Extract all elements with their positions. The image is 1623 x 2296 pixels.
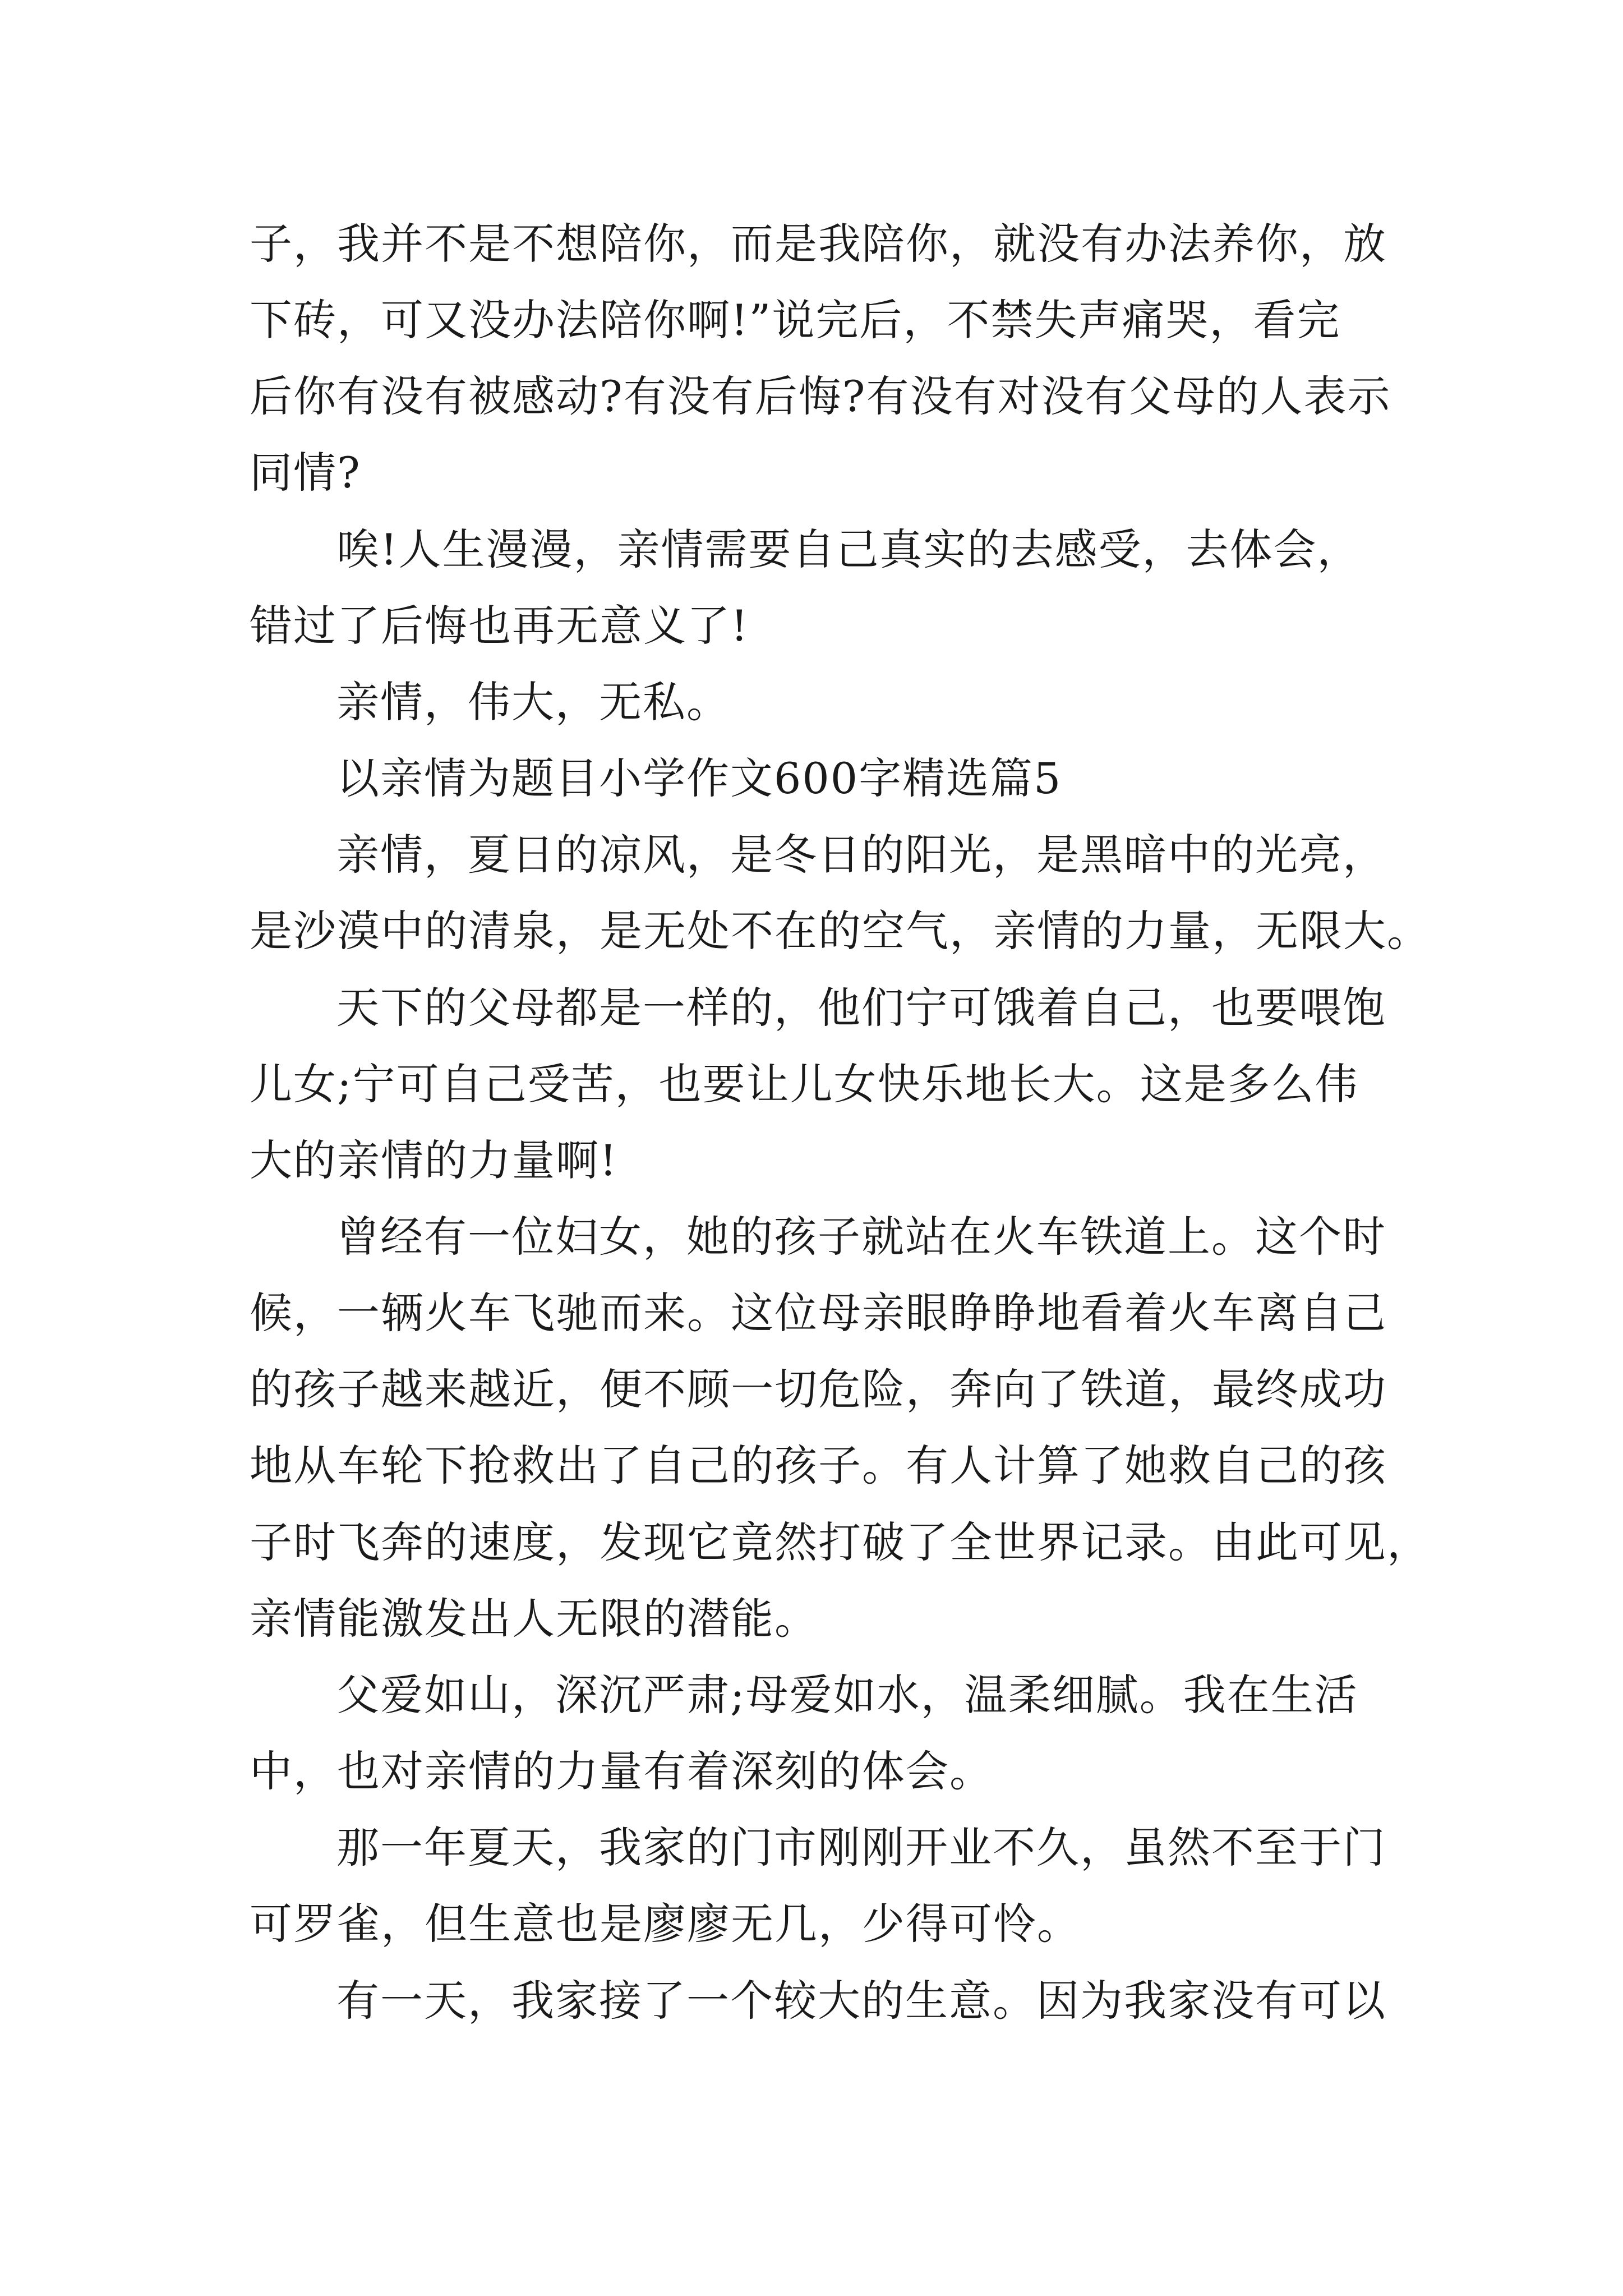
text-line: 大的亲情的力量啊! [250, 1135, 618, 1185]
text-line: 天下的父母都是一样的，他们宁可饿着自己，也要喂饱 [336, 983, 1386, 1033]
text-line: 唉!人生漫漫，亲情需要自己真实的去感受，去体会， [336, 524, 1361, 574]
text-line: 亲情，伟大，无私。 [336, 677, 730, 727]
text-line: 子时飞奔的速度，发现它竟然打破了全世界记录。由此可见， [250, 1517, 1431, 1567]
text-line: 中，也对亲情的力量有着深刻的体会。 [250, 1746, 993, 1796]
text-line: 亲情，夏日的凉风，是冬日的阳光，是黑暗中的光亮， [336, 830, 1386, 880]
text-line: 下砖，可又没办法陪你啊!”说完后，不禁失声痛哭，看完 [250, 295, 1341, 345]
text-line: 地从车轮下抢救出了自己的孩子。有人计算了她救自己的孩 [250, 1441, 1387, 1490]
text-line: 亲情能激发出人无限的潜能。 [250, 1594, 818, 1644]
text-line: 那一年夏天，我家的门市刚刚开业不久，虽然不至于门 [336, 1823, 1386, 1872]
section-heading: 以亲情为题目小学作文600字精选篇5 [336, 753, 1062, 803]
text-line: 后你有没有被感动?有没有后悔?有没有对没有父母的人表示 [250, 371, 1391, 421]
text-line: 子，我并不是不想陪你，而是我陪你，就没有办法养你，放 [250, 219, 1387, 269]
text-line: 可罗雀，但生意也是廖廖无几，少得可怜。 [250, 1899, 1081, 1949]
text-line: 错过了后悔也再无意义了! [250, 601, 749, 651]
text-line: 有一天，我家接了一个较大的生意。因为我家没有可以 [336, 1976, 1386, 2026]
text-line: 儿女;宁可自己受苦，也要让儿女快乐地长大。这是多么伟 [250, 1059, 1359, 1109]
text-line: 父爱如山，深沉严肃;母爱如水，温柔细腻。我在生活 [336, 1670, 1358, 1720]
text-line: 候，一辆火车飞驰而来。这位母亲眼睁睁地看着火车离自己 [250, 1288, 1387, 1338]
text-line: 曾经有一位妇女，她的孩子就站在火车铁道上。这个时 [336, 1212, 1386, 1262]
text-line: 同情? [250, 448, 361, 498]
text-line: 是沙漠中的清泉，是无处不在的空气，亲情的力量，无限大。 [250, 906, 1431, 956]
text-line: 的孩子越来越近，便不顾一切危险，奔向了铁道，最终成功 [250, 1364, 1387, 1414]
